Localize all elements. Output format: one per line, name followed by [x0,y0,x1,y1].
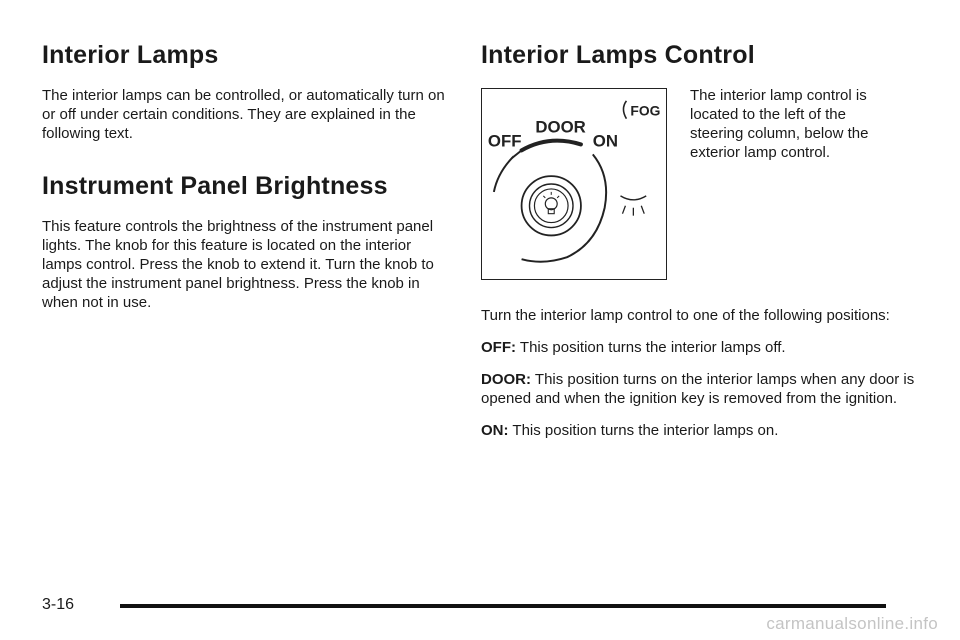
left-column [42,40,452,312]
figure-caption: The interior lamp control is located to the left of the steering column, below the exterior lamp control. [690,87,869,161]
bulb-icon [543,192,559,214]
on-label: ON [592,131,618,151]
position-door-term: DOOR: [481,371,531,388]
door-label: DOOR [535,117,586,137]
knob-outer-ring [522,176,581,235]
indicator-arc [522,141,581,151]
section-heading-instrument-panel-brightness: Instrument Panel Brightness [42,172,388,200]
fog-bracket [623,101,626,119]
fog-label: FOG [630,102,661,119]
turn-control-instruction: Turn the interior lamp control to one of the following positions: [481,307,890,324]
right-column [481,40,921,440]
off-label: OFF [487,131,522,151]
position-on [481,421,921,440]
off-detent [512,150,522,158]
footer-rule [120,604,886,608]
position-off [481,338,921,357]
lamp-control-drawing [482,89,666,279]
instrument-panel-brightness-text: This feature controls the brightness of the instrument panel lights. The knob for this feature is located on the interior lamps control. Press the knob to extend it. Turn the knob to adjust the instrument panel brightness. Press the knob in when not in use. [42,218,434,311]
watermark: carmanualsonline.info [766,614,938,633]
position-on-term: ON: [481,422,509,439]
position-on-desc: This position turns the interior lamps on. [512,422,779,439]
knob-middle-ring [529,184,573,228]
interior-lamps-intro: The interior lamps can be controlled, or automatically turn on or off under certain conditions. They are explained in the following text. [42,87,445,142]
position-off-desc: This position turns the interior lamps off. [519,339,786,356]
lamp-control-illustration [481,88,667,280]
section-heading-interior-lamps: Interior Lamps [42,41,219,69]
knob-body [494,154,606,261]
panel-brightness-icon [620,196,646,216]
section-heading-interior-lamps-control: Interior Lamps Control [481,41,755,69]
figure-row [481,88,921,284]
position-off-term: OFF: [481,339,516,356]
page-number: 3-16 [42,596,75,613]
position-door [481,370,921,408]
position-door-desc: This position turns on the interior lamps when any door is opened and when the ignition key is removed from the ignition. [481,371,915,407]
